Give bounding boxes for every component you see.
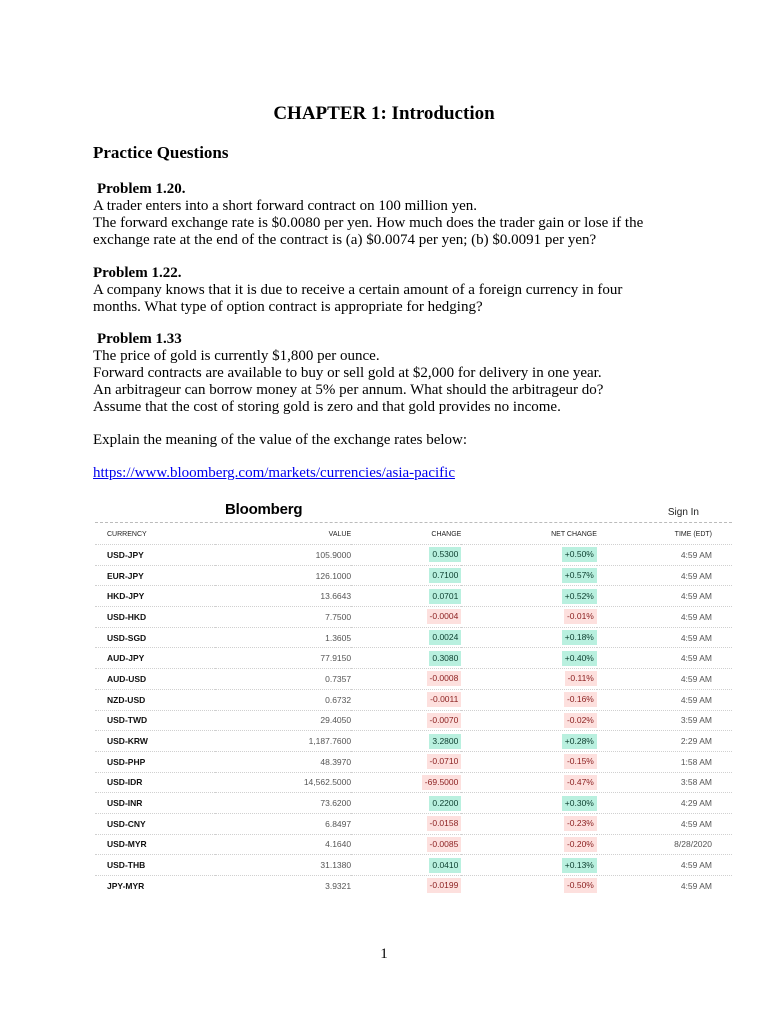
change-value: -0.0011 xyxy=(427,692,461,707)
change-value: -0.0710 xyxy=(427,754,462,769)
currency-pair[interactable]: USD-THB xyxy=(95,855,215,876)
time-value: 4:59 AM xyxy=(597,813,732,834)
currency-pair[interactable]: USD-CNY xyxy=(95,813,215,834)
currency-pair[interactable]: AUD-USD xyxy=(95,669,215,690)
change-cell xyxy=(351,710,461,731)
currency-pair[interactable]: USD-TWD xyxy=(95,710,215,731)
net-change-cell xyxy=(461,627,597,648)
net-change-value: -0.11% xyxy=(565,671,597,686)
rate-value: 105.9000 xyxy=(215,545,351,566)
change-cell xyxy=(351,648,461,669)
net-change-cell xyxy=(461,565,597,586)
change-cell xyxy=(351,876,461,896)
table-row[interactable] xyxy=(95,855,732,876)
rate-value: 48.3970 xyxy=(215,751,351,772)
rate-value: 29.4050 xyxy=(215,710,351,731)
bloomberg-screenshot xyxy=(95,500,732,892)
net-change-value: -0.02% xyxy=(564,713,597,728)
change-value: -0.0158 xyxy=(427,816,462,831)
net-change-value: -0.23% xyxy=(564,816,597,831)
sign-in-link[interactable]: Sign In xyxy=(667,507,699,518)
rate-value: 73.6200 xyxy=(215,793,351,814)
change-cell xyxy=(351,669,461,690)
problem-1-33 xyxy=(93,331,693,416)
rate-value: 1.3605 xyxy=(215,627,351,648)
change-value: -0.0008 xyxy=(427,671,462,686)
currency-pair[interactable]: USD-PHP xyxy=(95,751,215,772)
table-row[interactable] xyxy=(95,648,732,669)
net-change-cell xyxy=(461,689,597,710)
time-value: 4:59 AM xyxy=(597,855,732,876)
problem-line: A company knows that it is due to receive a certain amount of a foreign currency in four xyxy=(93,282,623,298)
change-cell xyxy=(351,731,461,752)
net-change-value: +0.52% xyxy=(562,589,597,604)
time-value: 4:59 AM xyxy=(597,689,732,710)
currency-pair[interactable]: JPY-MYR xyxy=(95,876,215,896)
problem-1-22 xyxy=(93,265,693,316)
time-value: 8/28/2020 xyxy=(597,834,732,855)
column-header-value: VALUE xyxy=(328,530,352,538)
rate-value: 13.6643 xyxy=(215,586,351,607)
rate-value: 126.1000 xyxy=(215,565,351,586)
net-change-cell xyxy=(461,813,597,834)
rate-value: 1,187.7600 xyxy=(215,731,351,752)
page-number: 1 xyxy=(380,946,388,962)
currency-pair[interactable]: USD-MYR xyxy=(95,834,215,855)
change-value: -69.5000 xyxy=(422,775,462,790)
change-cell xyxy=(351,793,461,814)
table-row[interactable] xyxy=(95,876,732,896)
time-value: 2:29 AM xyxy=(597,731,732,752)
time-value: 1:58 AM xyxy=(597,751,732,772)
table-row[interactable] xyxy=(95,586,732,607)
net-change-value: +0.40% xyxy=(562,651,597,666)
time-value: 4:59 AM xyxy=(597,586,732,607)
time-value: 3:58 AM xyxy=(597,772,732,793)
currency-pair[interactable]: USD-JPY xyxy=(95,545,215,566)
change-cell xyxy=(351,813,461,834)
net-change-value: +0.50% xyxy=(562,547,597,562)
change-value: 0.0701 xyxy=(429,589,461,604)
rate-value: 0.7357 xyxy=(215,669,351,690)
time-value: 4:59 AM xyxy=(597,607,732,628)
table-row[interactable] xyxy=(95,669,732,690)
net-change-value: +0.28% xyxy=(562,734,597,749)
time-value: 4:59 AM xyxy=(597,545,732,566)
change-cell xyxy=(351,627,461,648)
time-value: 4:29 AM xyxy=(597,793,732,814)
net-change-value: +0.57% xyxy=(562,568,597,583)
change-value: 0.7100 xyxy=(429,568,461,583)
change-cell xyxy=(351,834,461,855)
net-change-cell xyxy=(461,710,597,731)
table-row[interactable] xyxy=(95,689,732,710)
table-row[interactable] xyxy=(95,772,732,793)
change-cell xyxy=(351,772,461,793)
table-row[interactable] xyxy=(95,545,732,566)
net-change-cell xyxy=(461,751,597,772)
net-change-cell xyxy=(461,855,597,876)
explain-prompt: Explain the meaning of the value of the exchange rates below: xyxy=(93,432,468,448)
table-row[interactable] xyxy=(95,751,732,772)
net-change-value: -0.01% xyxy=(564,609,597,624)
problem-heading: Problem 1.20. xyxy=(97,181,186,197)
column-header-currency: CURRENCY xyxy=(107,530,147,538)
time-value: 4:59 AM xyxy=(597,669,732,690)
problem-line: exchange rate at the end of the contract is (a) $0.0074 per yen; (b) $0.0091 per yen? xyxy=(93,232,597,248)
rate-value: 7.7500 xyxy=(215,607,351,628)
problem-line: An arbitrageur can borrow money at 5% per annum. What should the arbitrageur do? xyxy=(93,382,604,398)
rate-value: 14,562.5000 xyxy=(215,772,351,793)
currency-pair[interactable]: USD-SGD xyxy=(95,627,215,648)
change-value: 0.2200 xyxy=(429,796,461,811)
change-cell xyxy=(351,586,461,607)
table-row[interactable] xyxy=(95,813,732,834)
change-value: 0.3080 xyxy=(429,651,461,666)
currency-pair[interactable]: HKD-JPY xyxy=(95,586,215,607)
net-change-value: +0.30% xyxy=(562,796,597,811)
problem-line: The price of gold is currently $1,800 per ounce. xyxy=(93,348,380,364)
bloomberg-logo: Bloomberg xyxy=(225,501,303,518)
time-value: 4:59 AM xyxy=(597,648,732,669)
net-change-value: +0.13% xyxy=(562,858,597,873)
section-heading: Practice Questions xyxy=(93,143,229,162)
net-change-cell xyxy=(461,648,597,669)
table-row[interactable] xyxy=(95,627,732,648)
currency-pair[interactable]: AUD-JPY xyxy=(95,648,215,669)
problem-line: Forward contracts are available to buy or sell gold at $2,000 for delivery in one year. xyxy=(93,365,602,381)
net-change-cell xyxy=(461,731,597,752)
column-header-time: TIME (EDT) xyxy=(674,530,712,538)
problem-line: Assume that the cost of storing gold is zero and that gold provides no income. xyxy=(93,399,561,415)
table-header-row xyxy=(95,524,732,545)
column-header-net-change: NET CHANGE xyxy=(551,530,597,538)
time-value: 4:59 AM xyxy=(597,565,732,586)
change-cell xyxy=(351,751,461,772)
net-change-value: +0.18% xyxy=(562,630,597,645)
net-change-cell xyxy=(461,607,597,628)
net-change-value: -0.16% xyxy=(564,692,597,707)
currency-pair[interactable]: USD-HKD xyxy=(95,607,215,628)
net-change-value: -0.50% xyxy=(564,878,597,893)
rate-value: 31.1380 xyxy=(215,855,351,876)
table-row[interactable] xyxy=(95,607,732,628)
currency-pair[interactable]: USD-KRW xyxy=(95,731,215,752)
currency-pair[interactable]: USD-INR xyxy=(95,793,215,814)
column-header-change: CHANGE xyxy=(431,530,462,538)
problem-line: A trader enters into a short forward contract on 100 million yen. xyxy=(93,198,478,214)
problem-1-20 xyxy=(93,181,693,249)
change-value: -0.0004 xyxy=(427,609,462,624)
change-value: 0.5300 xyxy=(429,547,461,562)
table-body xyxy=(95,545,732,896)
table-row[interactable] xyxy=(95,710,732,731)
net-change-cell xyxy=(461,793,597,814)
change-value: 0.0024 xyxy=(429,630,461,645)
table-row[interactable] xyxy=(95,731,732,752)
rate-value: 3.9321 xyxy=(215,876,351,896)
net-change-cell xyxy=(461,876,597,896)
chapter-title: CHAPTER 1: Introduction xyxy=(273,103,495,124)
rate-value: 4.1640 xyxy=(215,834,351,855)
currency-pair[interactable]: USD-IDR xyxy=(95,772,215,793)
currency-pair[interactable]: NZD-USD xyxy=(95,689,215,710)
table-row[interactable] xyxy=(95,793,732,814)
currency-pair[interactable]: EUR-JPY xyxy=(95,565,215,586)
rate-value: 0.6732 xyxy=(215,689,351,710)
change-cell xyxy=(351,689,461,710)
bloomberg-link[interactable]: https://www.bloomberg.com/markets/currencies/asia-pacific xyxy=(93,465,455,481)
net-change-cell xyxy=(461,545,597,566)
change-value: -0.0085 xyxy=(427,837,462,852)
divider xyxy=(95,522,732,523)
change-value: 3.2800 xyxy=(429,734,461,749)
change-cell xyxy=(351,607,461,628)
net-change-value: -0.47% xyxy=(564,775,597,790)
time-value: 3:59 AM xyxy=(597,710,732,731)
net-change-cell xyxy=(461,834,597,855)
problem-heading: Problem 1.22. xyxy=(93,265,182,281)
net-change-value: -0.20% xyxy=(564,837,597,852)
rate-value: 6.8497 xyxy=(215,813,351,834)
net-change-value: -0.15% xyxy=(564,754,597,769)
change-value: -0.0070 xyxy=(427,713,462,728)
problem-heading: Problem 1.33 xyxy=(97,331,182,347)
change-value: 0.0410 xyxy=(429,858,461,873)
problem-line: The forward exchange rate is $0.0080 per yen. How much does the trader gain or lose if the xyxy=(93,215,644,231)
net-change-cell xyxy=(461,586,597,607)
change-value: -0.0199 xyxy=(427,878,462,893)
currency-table xyxy=(95,524,732,896)
rate-value: 77.9150 xyxy=(215,648,351,669)
change-cell xyxy=(351,855,461,876)
net-change-cell xyxy=(461,772,597,793)
net-change-cell xyxy=(461,669,597,690)
change-cell xyxy=(351,565,461,586)
table-row[interactable] xyxy=(95,834,732,855)
time-value: 4:59 AM xyxy=(597,627,732,648)
table-row[interactable] xyxy=(95,565,732,586)
time-value: 4:59 AM xyxy=(597,876,732,896)
change-cell xyxy=(351,545,461,566)
problem-line: months. What type of option contract is appropriate for hedging? xyxy=(93,299,483,315)
